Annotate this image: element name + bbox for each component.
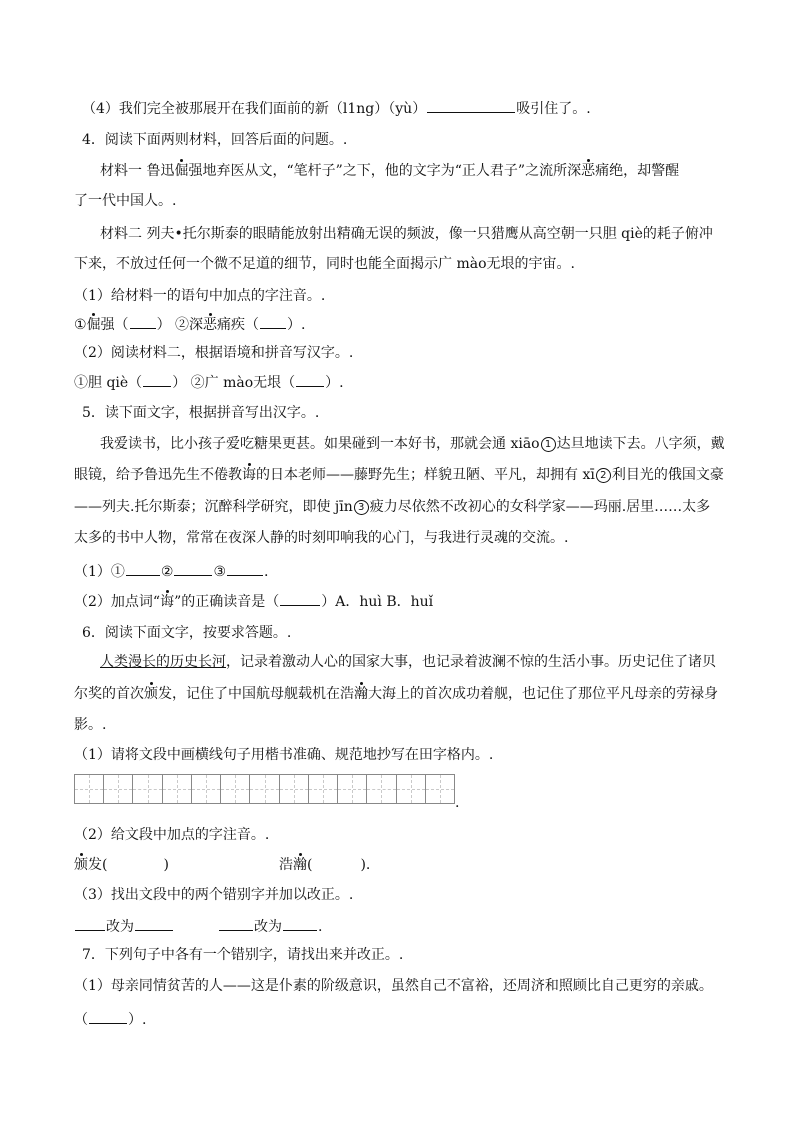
q5-s2-text-a: （2）加点词“ [74, 594, 161, 610]
q6-p1-rest: ，记录着激动人心的国家大事，也记录着波澜不惊的生活小事。历史记住了诸贝 [226, 654, 716, 670]
q3-item-4-blank[interactable] [427, 98, 515, 113]
grid-cell[interactable] [192, 775, 221, 803]
q5-s1-blank-1[interactable] [126, 561, 160, 576]
q6-s2-dotted-char-a: 颁 [74, 857, 88, 873]
q6-s2-text-b: ( [307, 857, 313, 873]
q5-s1-label-1: （1）① [74, 564, 125, 580]
q4-sub2: （2）阅读材料二，根据语境和拼音写汉字。. [74, 345, 354, 361]
q6-sub3: （3）找出文段中的两个错别字并加以改正。. [74, 887, 354, 903]
grid-cell[interactable] [250, 775, 279, 803]
q6-s3-blank-2[interactable] [135, 916, 173, 931]
q6-s2-close-a: ) [163, 857, 169, 873]
q6-s2-text-b1: 浩 [279, 857, 293, 873]
q6-s3-blank-3[interactable] [219, 916, 253, 931]
q7-s1-close: ）. [128, 1012, 147, 1028]
q4-s1-text-a: 强（ [100, 317, 129, 333]
q4-s1-dotted-char-b: 恶 [203, 317, 218, 333]
q6-s3-end: . [318, 919, 323, 935]
q4-sub2-answers [74, 372, 800, 392]
grid-cell[interactable] [75, 775, 104, 803]
q4-s2-text-b: ） ②广 mào无垠（ [172, 375, 296, 391]
q5-s2-dotted-char: 诲 [160, 594, 175, 610]
q4-m1-text-b: 强地弃医从文，“笔杆子”之下，他的文字为“正人君子”之流所深 [188, 163, 582, 179]
q6-para-line2 [74, 685, 800, 703]
q3-item-4-suffix: 吸引住了。. [516, 101, 591, 117]
q6-underlined-sentence: 人类漫长的历史长河 [100, 654, 226, 670]
q6-para-line1 [100, 653, 800, 671]
q4-s1-text-d: ）. [287, 317, 306, 333]
q5-circled-num-3: 3 [354, 500, 369, 515]
q4-s1-text-c: 痛疾（ [217, 317, 260, 333]
q5-s1-end: . [264, 564, 269, 580]
q4-sub1: （1）给材料一的语句中加点的字注音。. [74, 288, 326, 304]
q5-s2-options: ）A．huì B．huǐ [321, 594, 434, 610]
q5-para-line3 [74, 498, 800, 516]
q5-s1-blank-2[interactable] [174, 561, 212, 576]
q6-p2-dotted-char-2: 瀚 [354, 686, 368, 702]
q6-s2-close-b: ). [360, 857, 371, 873]
grid-cell[interactable] [280, 775, 309, 803]
q5-p2-dotted-char: 诲 [242, 467, 256, 483]
q7-s1-blank[interactable] [89, 1009, 127, 1024]
q6-p2-text-a: 尔奖的首次 [74, 686, 144, 702]
q4-material2-line2: 下来，不放过任何一个微不足道的细节，同时也能全面揭示广 mào无垠的宇宙。. [74, 256, 575, 272]
q4-s1-num-a: ① [74, 317, 87, 333]
q4-material1-line2: 了一代中国人。. [74, 193, 177, 209]
q4-m1-dotted-char-1: 倔 [174, 163, 189, 179]
q6-sub3-answers [74, 916, 800, 936]
q7-sub1-answer [74, 1009, 800, 1029]
q7-sub1: （1）母亲同情贫苦的人——这是仆素的阶级意识，虽然自己不富裕，还周济和照顾比自己更穷的亲戚。 [74, 978, 713, 994]
q6-p2-dotted-char-1: 颁 [144, 686, 158, 702]
q4-s2-text-a: ①胆 qiè（ [74, 375, 143, 391]
grid-cell[interactable] [163, 775, 192, 803]
q7-s1-open: （ [74, 1012, 88, 1028]
grid-cell[interactable] [367, 775, 396, 803]
q5-s2-text-b: ”的正确读音是（ [174, 594, 280, 610]
q4-material1-line1 [100, 162, 800, 180]
q6-s2-text-a: 发( [88, 857, 108, 873]
q4-m1-text-a: 材料一 鲁迅 [100, 163, 175, 179]
q5-p1-text-a: 我爱读书，比小孩子爱吃糖果更甚。如果碰到一本好书，那就会通 xiāo [100, 436, 540, 452]
q6-para-line3: 影。. [74, 717, 107, 733]
grid-cell[interactable] [309, 775, 338, 803]
q4-s1-blank-b[interactable] [260, 314, 286, 329]
q5-s2-blank[interactable] [280, 591, 320, 606]
grid-cell[interactable] [338, 775, 367, 803]
q6-s3-label-b: 改为 [254, 919, 282, 935]
q3-item-4 [82, 98, 800, 118]
q6-sub2: （2）给文段中加点的字注音。. [74, 827, 270, 843]
q4-s1-dotted-char-a: 倔 [86, 317, 101, 333]
q4-s1-blank-a[interactable] [130, 314, 156, 329]
q4-s2-text-c: ）. [325, 375, 344, 391]
q5-circled-num-2: 2 [596, 468, 611, 483]
q4-m1-text-c: 痛绝，却警醒 [595, 163, 680, 179]
q5-p1-text-b: 达旦地读下去。八字须，戴 [556, 436, 725, 452]
q5-p2-text-c: 利目光的俄国文豪 [611, 467, 724, 483]
q5-p2-text-a: 眼镜，给予鲁迅先生不倦教 [74, 467, 242, 483]
q4-s2-blank-b[interactable] [296, 372, 324, 387]
q5-circled-num-1: 1 [541, 437, 556, 452]
q4-material2-line1: 材料二 列夫•托尔斯泰的眼睛能放射出精确无误的频波，像一只猎鹰从高空朝一只胆 qiè的耗子俯冲 [100, 226, 713, 242]
q6-p2-text-b: 发，记住了中国航母舰载机在浩 [158, 686, 354, 702]
q6-s2-dotted-char-b: 瀚 [293, 857, 307, 873]
q6-sub2-answers-b [279, 856, 479, 874]
q5-p2-text-b: 的日本老师——藤野先生；样貌丑陋、平凡，却拥有 xī [256, 467, 595, 483]
q5-para-line1 [100, 435, 800, 453]
q6-sub1: （1）请将文段中画横线句子用楷书准确、规范地抄写在田字格内。. [74, 747, 494, 763]
q3-item-4-text: （4）我们完全被那展开在我们面前的新（l1ng）（yù） [82, 101, 427, 117]
q4-m1-dotted-char-2: 恶 [581, 163, 596, 179]
grid-cell[interactable] [104, 775, 133, 803]
grid-cell[interactable] [133, 775, 162, 803]
q5-title: 5．读下面文字，根据拼音写出汉字。. [82, 405, 320, 421]
grid-cell[interactable] [397, 775, 426, 803]
q4-s1-text-b: ） ②深 [156, 317, 204, 333]
q6-title: 6．阅读下面文字，按要求答题。. [82, 625, 292, 641]
q5-p3-text-a: ——列夫.托尔斯泰；沉醉科学研究，即使 jīn [74, 499, 353, 515]
tianzige-grid[interactable] [74, 774, 455, 804]
q6-p2-text-c: 大海上的首次成功着舰，也记住了那位平凡母亲的劳禄身 [368, 686, 718, 702]
q5-s1-label-3: ③ [213, 564, 227, 580]
q5-para-line4: 太多的书中人物，常常在夜深人静的时刻叩响我的心门，与我进行灵魂的交流。. [74, 530, 569, 546]
q5-p3-text-b: 疲力尽依然不改初心的女科学家——玛丽.居里……太多 [369, 499, 711, 515]
q6-s3-blank-1[interactable] [75, 916, 105, 931]
q5-sub2 [74, 591, 800, 611]
q5-s1-label-2: ② [160, 564, 174, 580]
q4-sub1-answers [74, 314, 800, 334]
q5-s1-blank-3[interactable] [227, 561, 263, 576]
q7-title: 7．下列句子中各有一个错别字，请找出来并改正。. [82, 947, 404, 963]
grid-cell[interactable] [426, 775, 454, 803]
grid-cell[interactable] [221, 775, 250, 803]
q6-s3-label-a: 改为 [106, 919, 134, 935]
q5-sub1 [74, 561, 800, 581]
q4-s2-blank-a[interactable] [143, 372, 171, 387]
grid-end-dot: . [455, 795, 460, 811]
q4-title: 4．阅读下面两则材料，回答后面的问题。. [82, 132, 348, 148]
q6-s3-blank-4[interactable] [283, 916, 317, 931]
q5-para-line2 [74, 466, 800, 484]
